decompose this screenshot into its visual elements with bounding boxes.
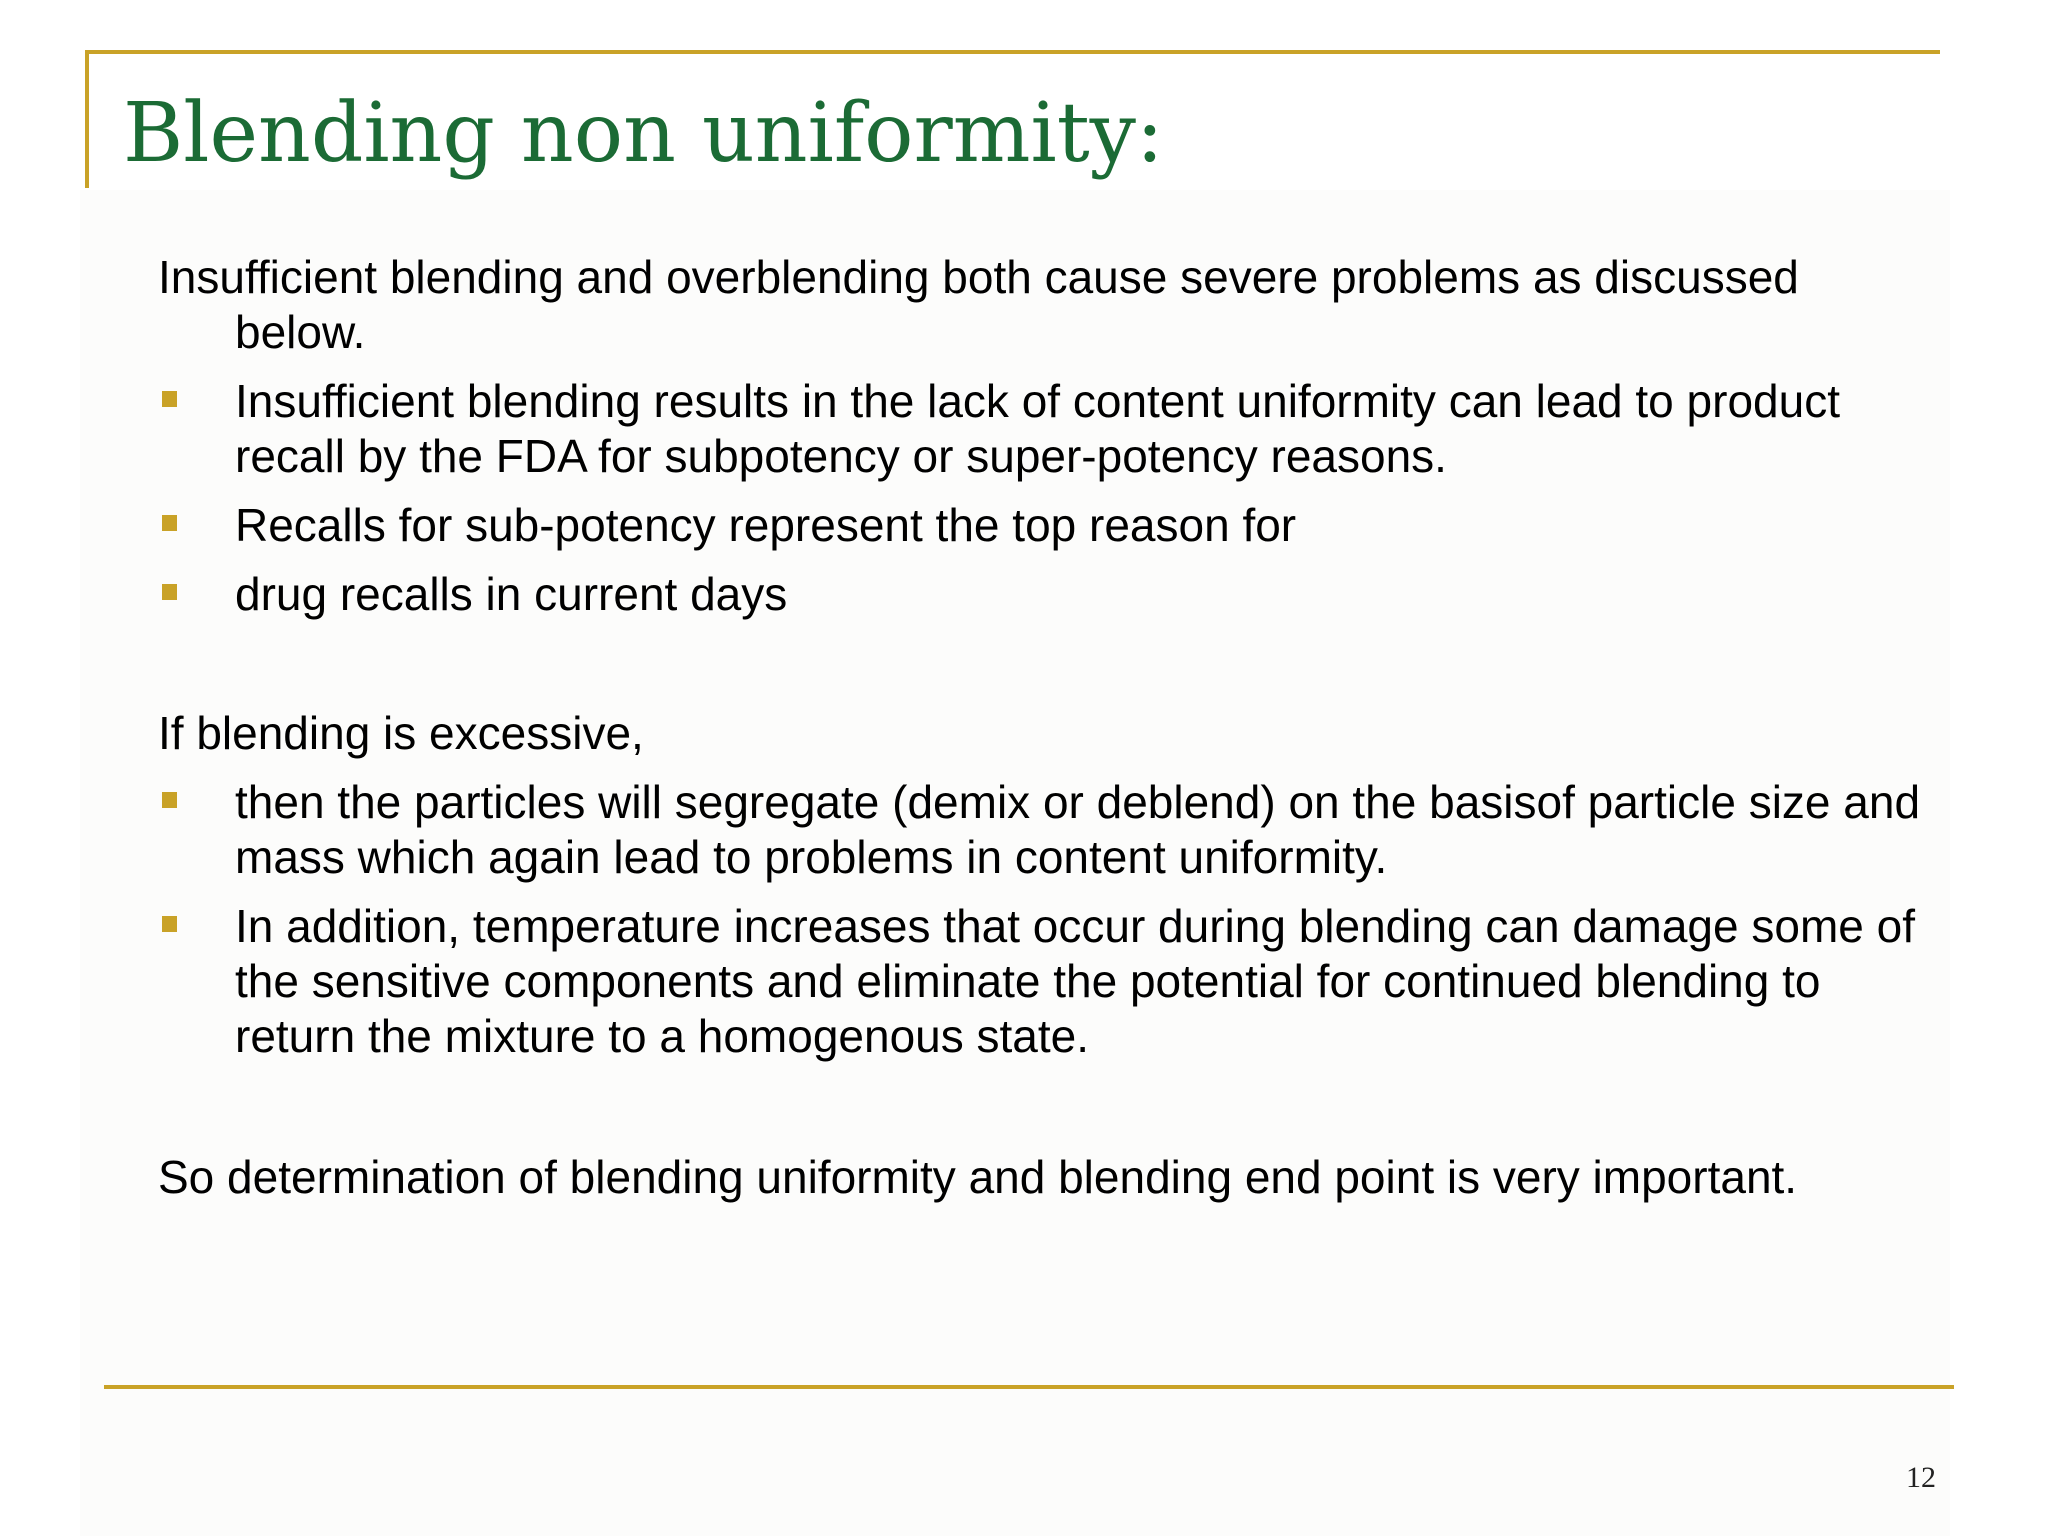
intro-paragraph: Insufficient blending and overblending both cause severe problems as discussed below.	[158, 251, 1799, 358]
square-bullet-icon	[162, 916, 177, 932]
bullet-text: drug recalls in current days	[235, 568, 788, 620]
bullet-text: Recalls for sub-potency represent the top reason for	[235, 499, 1297, 551]
bottom-border-line	[104, 1385, 1954, 1389]
bullet-item	[158, 498, 1928, 553]
bullet-text: In addition, temperature increases that occur during blending can damage some of the sensitive components and eliminate the potential for continued blending to return the mixture to a homogenous state.	[235, 900, 1916, 1062]
left-border-line	[85, 50, 89, 188]
bullet-item	[158, 567, 1928, 622]
square-bullet-icon	[162, 391, 177, 407]
bullet-text: then the particles will segregate (demix or deblend) on the basisof particle size and mass which again lead to problems in content uniformity.	[235, 776, 1921, 883]
conclusion-paragraph: So determination of blending uniformity and blending end point is very important.	[158, 1151, 1798, 1203]
bullet-item	[158, 374, 1928, 484]
excessive-heading: If blending is excessive,	[158, 707, 644, 759]
slide-body	[158, 250, 1928, 1205]
top-border-line	[85, 50, 1940, 54]
bullet-item	[158, 775, 1928, 885]
square-bullet-icon	[162, 515, 177, 531]
page-number: 12	[1906, 1461, 1936, 1494]
square-bullet-icon	[162, 792, 177, 808]
bullet-item	[158, 899, 1928, 1064]
square-bullet-icon	[162, 584, 177, 600]
bullet-text: Insufficient blending results in the lack of content uniformity can lead to product recall by the FDA for subpotency or super-potency reasons.	[235, 375, 1840, 482]
slide-title: Blending non uniformity:	[123, 86, 1164, 181]
